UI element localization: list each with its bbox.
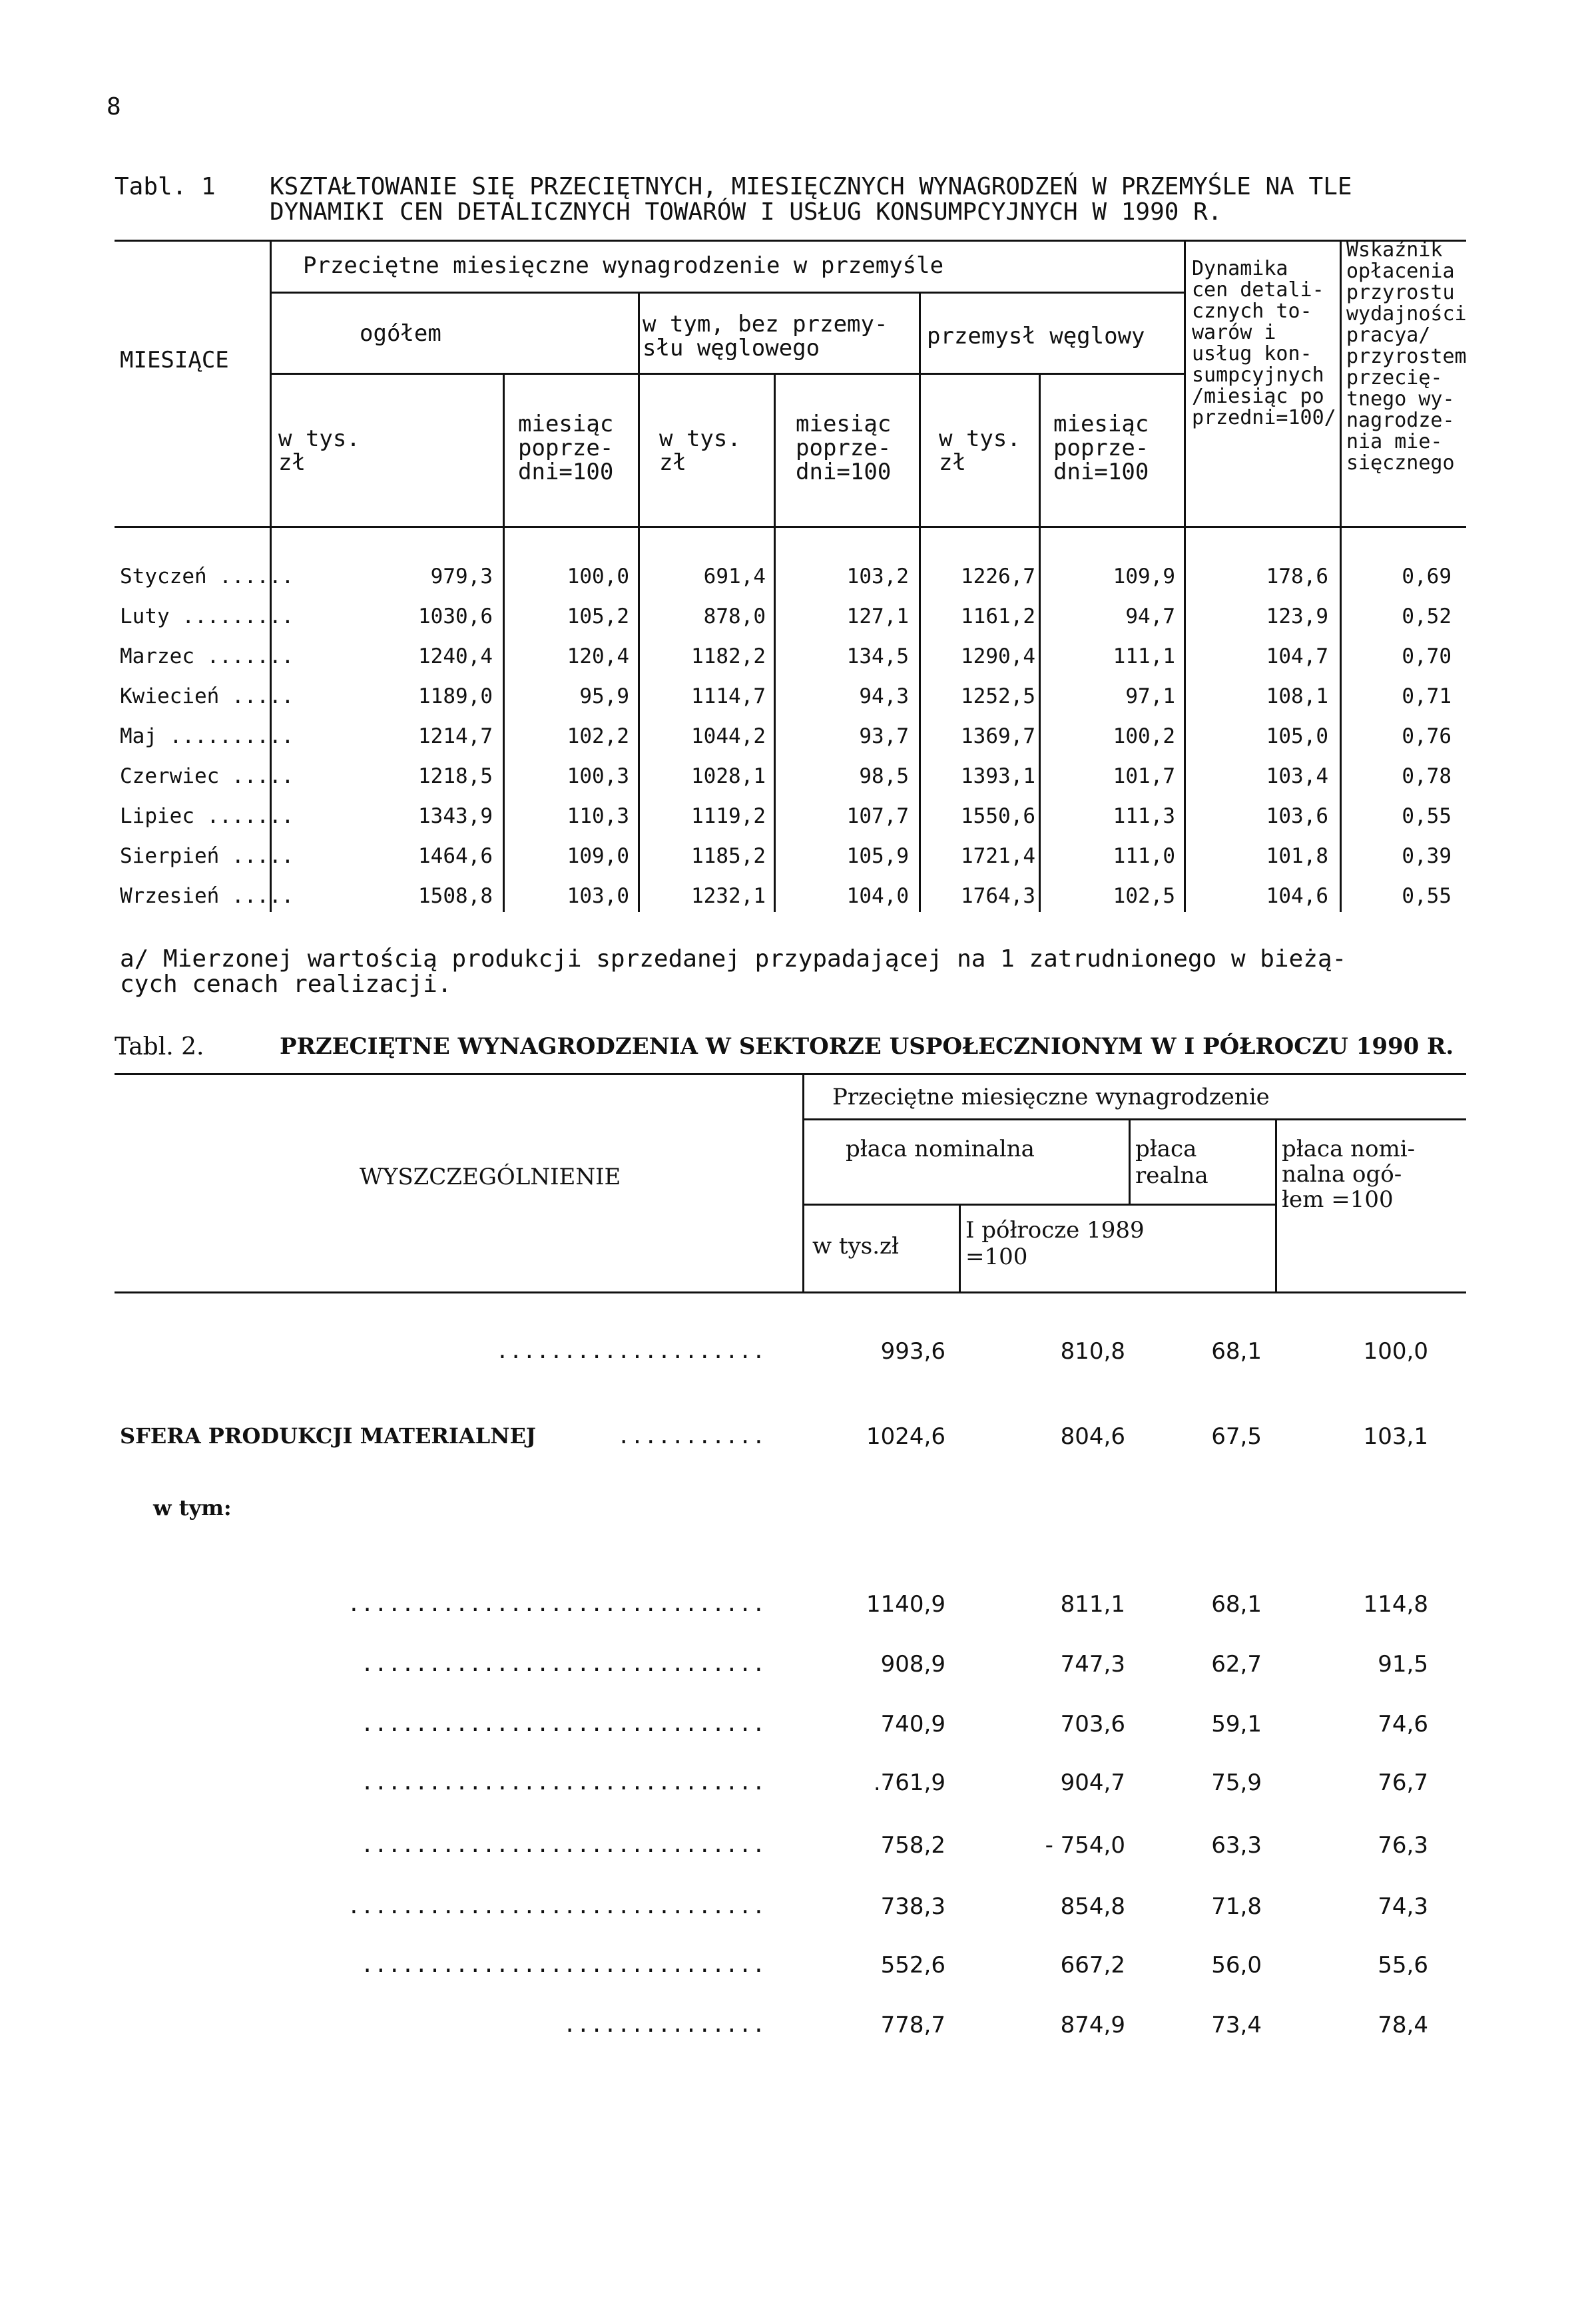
value-cell: 100,3 — [567, 764, 629, 788]
header-w-tys: w tys. — [939, 425, 1021, 452]
value-cell: 111,0 — [1113, 844, 1175, 868]
header-prev-month: poprze- — [518, 435, 614, 461]
value-cell: 1030,6 — [418, 604, 493, 628]
value-cell: 747,3 — [1060, 1651, 1125, 1678]
header-price-dynamics: /miesiąc po — [1192, 385, 1324, 408]
header-price-dynamics: cen detali- — [1192, 278, 1324, 302]
t2-header-avg: Przeciętne miesięczne wynagrodzenie — [832, 1084, 1270, 1110]
month-cell: Marzec ....... — [120, 644, 294, 668]
header-prev-month: dni=100 — [518, 459, 614, 485]
value-cell: 1140,9 — [866, 1591, 945, 1618]
value-cell: 1550,6 — [961, 804, 1035, 828]
value-cell: 101,7 — [1113, 764, 1175, 788]
value-cell: .761,9 — [873, 1769, 945, 1796]
table1-vline — [1039, 373, 1041, 912]
header-productivity-index: nagrodze- — [1346, 409, 1455, 432]
header-excl-coal: słu węglowego — [643, 335, 820, 361]
month-cell: Luty ......... — [120, 604, 294, 628]
dot-leader: ............... — [563, 2012, 766, 2037]
value-cell: 0,76 — [1402, 724, 1452, 748]
header-w-tys: zł — [939, 449, 966, 476]
value-cell: 1226,7 — [961, 565, 1035, 588]
table2-vline — [1275, 1118, 1277, 1293]
header-productivity-index: pracya/ — [1346, 324, 1431, 347]
header-prev-month: dni=100 — [1053, 459, 1149, 485]
month-cell: Kwiecień ..... — [120, 684, 294, 708]
value-cell: 62,7 — [1211, 1651, 1262, 1678]
value-cell: 107,7 — [846, 804, 909, 828]
value-cell: 1369,7 — [961, 724, 1035, 748]
table2-vline — [1129, 1118, 1131, 1205]
dot-leader: ............................... — [347, 1591, 766, 1616]
value-cell: 1044,2 — [691, 724, 766, 748]
t2-header-w-tys: w tys.zł — [812, 1233, 899, 1260]
table1-rule-avg — [272, 292, 1184, 294]
header-prev-month: poprze- — [796, 435, 892, 461]
value-cell: 1721,4 — [961, 844, 1035, 868]
t2-header-ratio: nalna ogó- — [1282, 1161, 1402, 1188]
month-cell: Sierpień ..... — [120, 844, 294, 868]
value-cell: 1161,2 — [961, 604, 1035, 628]
month-cell: Maj .......... — [120, 724, 294, 748]
value-cell: 0,55 — [1402, 884, 1452, 908]
table2-vline — [802, 1073, 804, 1293]
value-cell: 0,71 — [1402, 684, 1452, 708]
header-price-dynamics: warów i — [1192, 321, 1276, 344]
value-cell: 691,4 — [703, 565, 766, 588]
value-cell: 101,8 — [1266, 844, 1328, 868]
value-cell: 1393,1 — [961, 764, 1035, 788]
value-cell: 97,1 — [1125, 684, 1175, 708]
header-productivity-index: opłacenia — [1346, 260, 1455, 283]
value-cell: 111,1 — [1113, 644, 1175, 668]
table2-top-rule — [115, 1073, 1466, 1075]
dot-leader: .............................. — [361, 1832, 766, 1857]
row-label: w tym: — [153, 1495, 232, 1520]
value-cell: 76,7 — [1378, 1769, 1428, 1796]
value-cell: 67,5 — [1211, 1423, 1262, 1450]
value-cell: 1119,2 — [691, 804, 766, 828]
t2-header-item: WYSZCZEGÓLNIENIE — [360, 1164, 621, 1190]
value-cell: 0,55 — [1402, 804, 1452, 828]
value-cell: 552,6 — [880, 1952, 945, 1978]
header-price-dynamics: sumpcyjnych — [1192, 363, 1324, 387]
value-cell: 1508,8 — [418, 884, 493, 908]
value-cell: 103,1 — [1363, 1423, 1428, 1450]
row-label: SFERA PRODUKCJI MATERIALNEJ — [120, 1423, 537, 1449]
value-cell: 1028,1 — [691, 764, 766, 788]
dot-leader: .............................. — [361, 1711, 766, 1736]
value-cell: 811,1 — [1060, 1591, 1125, 1618]
value-cell: 103,2 — [846, 565, 909, 588]
value-cell: 100,2 — [1113, 724, 1175, 748]
header-price-dynamics: Dynamika — [1192, 257, 1288, 280]
value-cell: 740,9 — [880, 1711, 945, 1738]
value-cell: 127,1 — [846, 604, 909, 628]
value-cell: 103,0 — [567, 884, 629, 908]
table1-vline — [919, 292, 921, 912]
header-productivity-index: przyrostu — [1346, 281, 1455, 304]
value-cell: 0,52 — [1402, 604, 1452, 628]
value-cell: 105,0 — [1266, 724, 1328, 748]
value-cell: 1764,3 — [961, 884, 1035, 908]
month-cell: Wrzesień ..... — [120, 884, 294, 908]
value-cell: 1185,2 — [691, 844, 766, 868]
header-coal: przemysł węglowy — [927, 323, 1145, 349]
value-cell: 1232,1 — [691, 884, 766, 908]
value-cell: 78,4 — [1378, 2012, 1428, 2038]
value-cell: 102,5 — [1113, 884, 1175, 908]
value-cell: 73,4 — [1211, 2012, 1262, 2038]
t2-header-real: realna — [1135, 1162, 1208, 1189]
value-cell: 1214,7 — [418, 724, 493, 748]
table1-title-line2: DYNAMIKI CEN DETALICZNYCH TOWARÓW I USŁUG KONSUMPCYJNYCH W 1990 R. — [270, 198, 1222, 226]
header-total: ogółem — [360, 320, 441, 347]
value-cell: 993,6 — [880, 1338, 945, 1365]
value-cell: 98,5 — [859, 764, 909, 788]
value-cell: 874,9 — [1060, 2012, 1125, 2038]
value-cell: 778,7 — [880, 2012, 945, 2038]
t2-header-h1-1989: =100 — [965, 1244, 1028, 1270]
value-cell: 1290,4 — [961, 644, 1035, 668]
value-cell: 104,7 — [1266, 644, 1328, 668]
value-cell: 94,7 — [1125, 604, 1175, 628]
value-cell: 908,9 — [880, 1651, 945, 1678]
header-prev-month: miesiąc — [518, 411, 614, 437]
value-cell: 104,6 — [1266, 884, 1328, 908]
table1-footnote: cych cenach realizacji. — [120, 971, 452, 998]
table1-label: Tabl. 1 — [115, 173, 216, 200]
header-productivity-index: wydajności — [1346, 302, 1467, 326]
value-cell: 110,3 — [567, 804, 629, 828]
value-cell: 123,9 — [1266, 604, 1328, 628]
value-cell: 904,7 — [1060, 1769, 1125, 1796]
value-cell: 854,8 — [1060, 1893, 1125, 1920]
header-productivity-index: nia mie- — [1346, 430, 1443, 453]
table1-vline — [1340, 240, 1342, 912]
table1-vline — [503, 373, 505, 912]
value-cell: 100,0 — [567, 565, 629, 588]
header-prev-month: miesiąc — [796, 411, 892, 437]
header-productivity-index: Wskaźnik — [1346, 238, 1443, 262]
header-w-tys: zł — [278, 449, 306, 476]
header-productivity-index: przyrostem — [1346, 345, 1467, 368]
value-cell: 103,4 — [1266, 764, 1328, 788]
value-cell: 703,6 — [1060, 1711, 1125, 1738]
table2-vline — [959, 1204, 961, 1293]
dot-leader: .............................. — [361, 1952, 766, 1977]
value-cell: 71,8 — [1211, 1893, 1262, 1920]
header-month: MIESIĄCE — [120, 347, 229, 373]
value-cell: 120,4 — [567, 644, 629, 668]
table1-vline — [774, 373, 776, 912]
value-cell: 63,3 — [1211, 1832, 1262, 1859]
value-cell: 75,9 — [1211, 1769, 1262, 1796]
value-cell: 804,6 — [1060, 1423, 1125, 1450]
header-productivity-index: sięcznego — [1346, 451, 1455, 475]
value-cell: 1024,6 — [866, 1423, 945, 1450]
value-cell: 74,3 — [1378, 1893, 1428, 1920]
header-price-dynamics: przedni=100/ — [1192, 406, 1336, 429]
table1-rule-sub — [272, 373, 1184, 375]
value-cell: 1343,9 — [418, 804, 493, 828]
dot-leader: .............................. — [361, 1651, 766, 1676]
value-cell: 68,1 — [1211, 1338, 1262, 1365]
value-cell: 104,0 — [846, 884, 909, 908]
value-cell: 758,2 — [880, 1832, 945, 1859]
month-cell: Styczeń ...... — [120, 565, 294, 588]
value-cell: 178,6 — [1266, 565, 1328, 588]
table2-header-bottom-rule — [115, 1291, 1466, 1293]
value-cell: 111,3 — [1113, 804, 1175, 828]
value-cell: 68,1 — [1211, 1591, 1262, 1618]
header-prev-month: dni=100 — [796, 459, 892, 485]
value-cell: 0,69 — [1402, 565, 1452, 588]
table2-rule-nominal — [804, 1204, 1277, 1206]
value-cell: 109,9 — [1113, 565, 1175, 588]
t2-header-ratio: łem =100 — [1282, 1186, 1394, 1213]
value-cell: 93,7 — [859, 724, 909, 748]
value-cell: 878,0 — [703, 604, 766, 628]
value-cell: 1240,4 — [418, 644, 493, 668]
header-productivity-index: przecię- — [1346, 366, 1443, 389]
value-cell: 1252,5 — [961, 684, 1035, 708]
header-productivity-index: tnego wy- — [1346, 387, 1455, 411]
value-cell: 1218,5 — [418, 764, 493, 788]
header-w-tys: w tys. — [659, 425, 741, 452]
table1-footnote: a/ Mierzonej wartością produkcji sprzedanej przypadającej na 1 zatrudnionego w bieżą- — [120, 945, 1347, 973]
value-cell: 0,39 — [1402, 844, 1452, 868]
header-avg-wage: Przeciętne miesięczne wynagrodzenie w przemyśle — [303, 252, 944, 279]
header-prev-month: miesiąc — [1053, 411, 1149, 437]
value-cell: 1464,6 — [418, 844, 493, 868]
value-cell: 1114,7 — [691, 684, 766, 708]
table1-vline — [1184, 240, 1186, 912]
value-cell: 979,3 — [430, 565, 493, 588]
value-cell: 0,78 — [1402, 764, 1452, 788]
value-cell: 1189,0 — [418, 684, 493, 708]
dot-leader: ............................... — [347, 1893, 766, 1919]
value-cell: 1182,2 — [691, 644, 766, 668]
month-cell: Czerwiec ..... — [120, 764, 294, 788]
table2-rule-avg — [804, 1118, 1466, 1120]
value-cell: 738,3 — [880, 1893, 945, 1920]
dot-leader: .............................. — [361, 1769, 766, 1795]
header-excl-coal: w tym, bez przemy- — [643, 311, 888, 338]
header-w-tys: zł — [659, 449, 686, 476]
dot-leader: .................... — [495, 1338, 766, 1363]
t2-header-real: płaca — [1135, 1136, 1197, 1162]
value-cell: 109,0 — [567, 844, 629, 868]
value-cell: 91,5 — [1378, 1651, 1428, 1678]
value-cell: 59,1 — [1211, 1711, 1262, 1738]
table1-top-rule — [115, 240, 1466, 242]
value-cell: 134,5 — [846, 644, 909, 668]
table2-title: PRZECIĘTNE WYNAGRODZENIA W SEKTORZE USPOŁECZNIONYM W I PÓŁROCZU 1990 R. — [280, 1033, 1454, 1060]
table2-label: Tabl. 2. — [115, 1033, 204, 1060]
header-price-dynamics: cznych to- — [1192, 300, 1312, 323]
table1-title-line1: KSZTAŁTOWANIE SIĘ PRZECIĘTNYCH, MIESIĘCZNYCH WYNAGRODZEŃ W PRZEMYŚLE NA TLE — [270, 173, 1352, 200]
dot-leader: ........... — [617, 1423, 766, 1449]
value-cell: 95,9 — [579, 684, 629, 708]
value-cell: 105,2 — [567, 604, 629, 628]
value-cell: 55,6 — [1378, 1952, 1428, 1978]
header-price-dynamics: usług kon- — [1192, 342, 1312, 365]
value-cell: 114,8 — [1363, 1591, 1428, 1618]
page-number: 8 — [107, 93, 121, 120]
value-cell: 0,70 — [1402, 644, 1452, 668]
header-prev-month: poprze- — [1053, 435, 1149, 461]
table1-vline — [638, 292, 640, 912]
value-cell: 100,0 — [1363, 1338, 1428, 1365]
value-cell: - 754,0 — [1045, 1832, 1125, 1859]
table1-header-bottom-rule — [115, 526, 1466, 528]
value-cell: 103,6 — [1266, 804, 1328, 828]
t2-header-ratio: płaca nomi- — [1282, 1136, 1416, 1162]
value-cell: 76,3 — [1378, 1832, 1428, 1859]
value-cell: 108,1 — [1266, 684, 1328, 708]
header-w-tys: w tys. — [278, 425, 360, 452]
value-cell: 667,2 — [1060, 1952, 1125, 1978]
value-cell: 74,6 — [1378, 1711, 1428, 1738]
value-cell: 102,2 — [567, 724, 629, 748]
t2-header-h1-1989: I półrocze 1989 — [965, 1217, 1145, 1244]
value-cell: 56,0 — [1211, 1952, 1262, 1978]
value-cell: 105,9 — [846, 844, 909, 868]
value-cell: 810,8 — [1060, 1338, 1125, 1365]
month-cell: Lipiec ....... — [120, 804, 294, 828]
value-cell: 94,3 — [859, 684, 909, 708]
t2-header-nominal: płaca nominalna — [846, 1136, 1035, 1162]
